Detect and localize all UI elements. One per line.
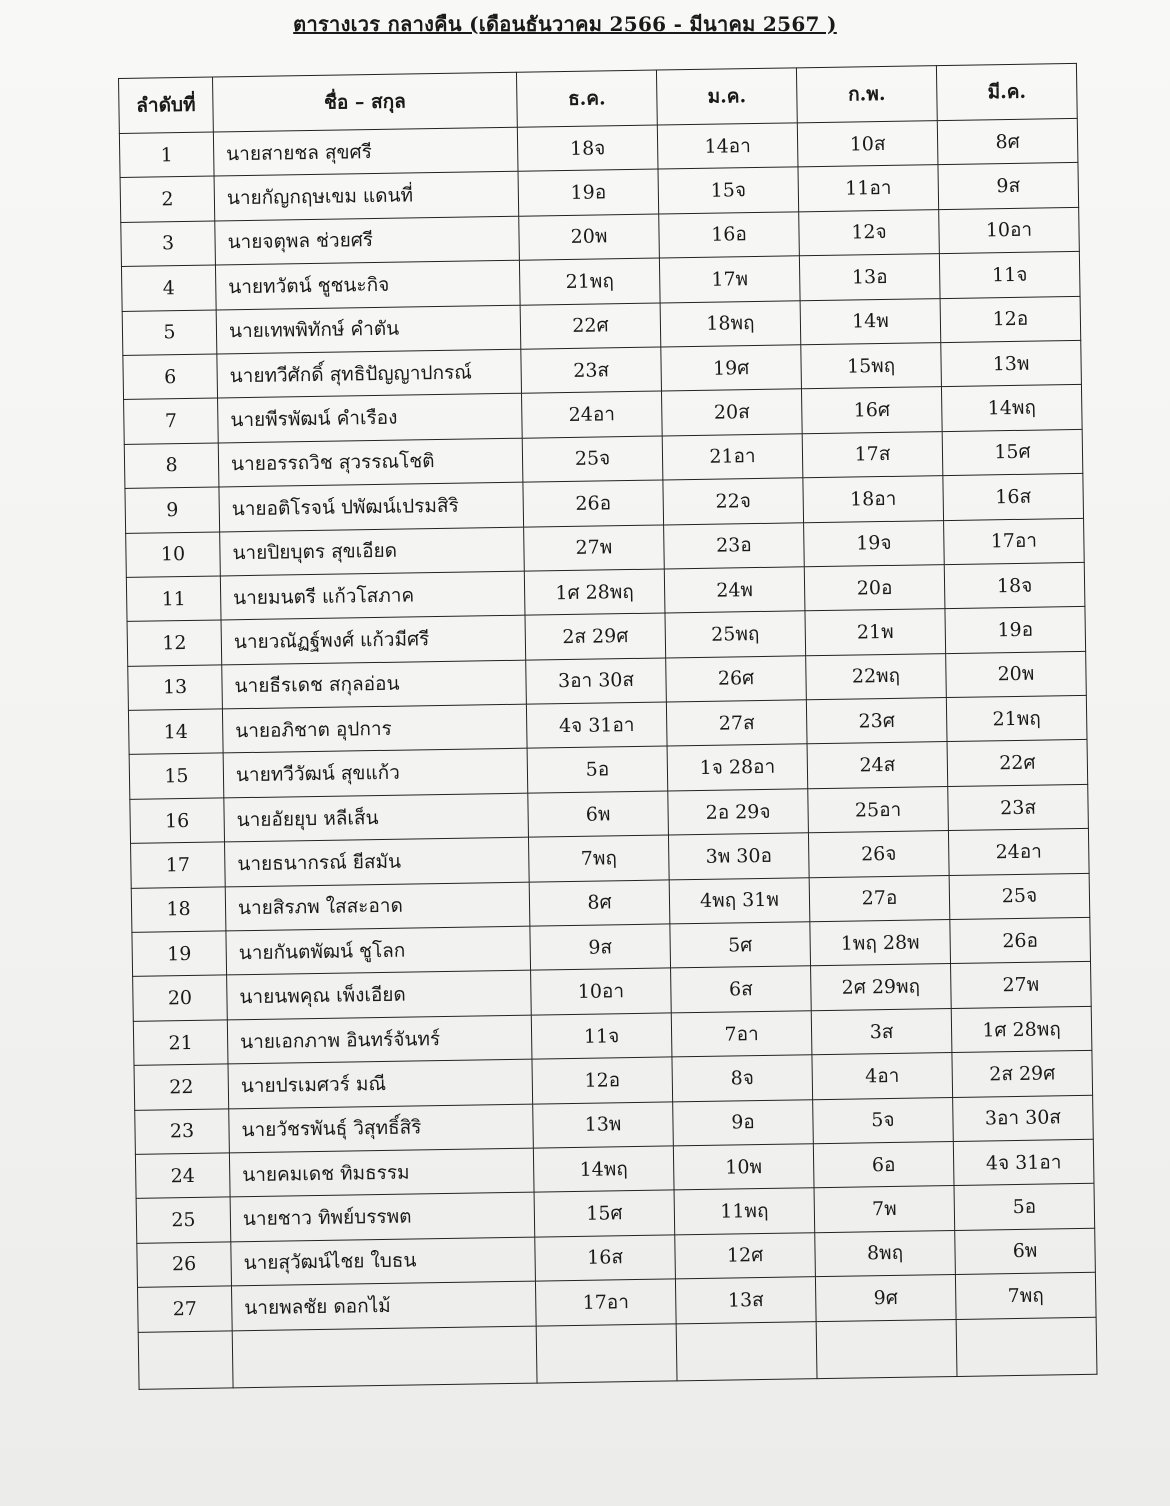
february-shift: 21พ <box>805 609 946 656</box>
december-shift: 19อ <box>518 169 659 216</box>
staff-name: นายเทพพิทักษ์ คำตัน <box>216 305 521 354</box>
staff-name: นายทวีวัฒน์ สุขแก้ว <box>223 749 528 798</box>
row-number: 13 <box>128 665 223 711</box>
february-shift: 13อ <box>799 254 940 301</box>
january-shift: 20ส <box>661 389 802 436</box>
january-shift: 4พฤ 31พ <box>669 877 810 924</box>
december-shift: 15ศ <box>534 1190 675 1237</box>
december-shift: 7พฤ <box>528 835 669 882</box>
row-number: 11 <box>126 576 221 622</box>
march-shift: 3อา 30ส <box>953 1095 1094 1142</box>
january-shift: 18พฤ <box>660 300 801 347</box>
february-shift: 6อ <box>813 1141 954 1188</box>
march-shift: 17อา <box>944 518 1085 565</box>
december-shift: 6พ <box>528 791 669 838</box>
february-shift: 26จ <box>808 831 949 878</box>
march-shift: 22ศ <box>947 740 1088 787</box>
empty-cell <box>232 1326 537 1388</box>
december-shift: 2ส 29ศ <box>525 613 666 660</box>
march-shift: 27พ <box>951 962 1092 1009</box>
march-shift: 10อา <box>939 207 1080 254</box>
row-number: 21 <box>133 1020 228 1066</box>
march-shift: 7พฤ <box>955 1272 1096 1319</box>
row-number: 27 <box>138 1286 233 1332</box>
row-number: 3 <box>121 221 216 267</box>
staff-name: นายธนากรณ์ ยีสมัน <box>225 837 530 886</box>
january-shift: 17พ <box>659 256 800 303</box>
january-shift: 26ศ <box>666 655 807 702</box>
march-shift: 20พ <box>946 651 1087 698</box>
january-shift: 21อา <box>662 434 803 481</box>
row-number: 12 <box>127 620 222 666</box>
december-shift: 14พฤ <box>533 1146 674 1193</box>
january-shift: 8จ <box>672 1055 813 1102</box>
row-number: 8 <box>124 443 219 489</box>
december-shift: 9ส <box>530 924 671 971</box>
row-number: 24 <box>135 1153 230 1199</box>
december-shift: 17อา <box>535 1279 676 1326</box>
row-number: 15 <box>129 753 224 799</box>
roster-table-wrapper <box>118 63 1096 1389</box>
december-shift: 18จ <box>517 125 658 172</box>
january-shift: 7อา <box>671 1011 812 1058</box>
roster-body <box>119 118 1097 1388</box>
february-shift: 2ศ 29พฤ <box>811 964 952 1011</box>
header-february: ก.พ. <box>796 66 937 123</box>
staff-name: นายวณัฏฐ์พงศ์ แก้วมีศรี <box>221 615 526 664</box>
staff-name: นายทวัตน์ ชูชนะกิจ <box>215 260 520 309</box>
february-shift: 24ส <box>807 742 948 789</box>
january-shift: 19ศ <box>661 345 802 392</box>
header-march: มี.ค. <box>936 63 1077 120</box>
staff-name: นายมนตรี แก้วโสภาค <box>220 571 525 620</box>
header-january: ม.ค. <box>656 68 797 125</box>
staff-name: นายปิยบุตร สุขเอียด <box>220 527 525 576</box>
january-shift: 12ศ <box>675 1232 816 1279</box>
march-shift: 26อ <box>950 917 1091 964</box>
march-shift: 21พฤ <box>946 695 1087 742</box>
march-shift: 25จ <box>949 873 1090 920</box>
february-shift: 9ศ <box>815 1275 956 1322</box>
december-shift: 22ศ <box>520 303 661 350</box>
january-shift: 10พ <box>673 1144 814 1191</box>
march-shift: 1ศ 28พฤ <box>951 1006 1092 1053</box>
march-shift: 2ส 29ศ <box>952 1051 1093 1098</box>
february-shift: 1พฤ 28พ <box>810 920 951 967</box>
page-title: ตารางเวร กลางคืน (เดือนธันวาคม 2566 - มีนาคม 2567 ) <box>293 12 837 36</box>
december-shift: 4จ 31อา <box>526 702 667 749</box>
march-shift: 4จ 31อา <box>953 1139 1094 1186</box>
march-shift: 8ศ <box>937 118 1078 165</box>
january-shift: 23อ <box>664 522 805 569</box>
march-shift: 9ส <box>938 163 1079 210</box>
december-shift: 10อา <box>531 968 672 1015</box>
staff-name: นายเอกภาพ อินทร์จันทร์ <box>227 1015 532 1064</box>
row-number: 20 <box>133 975 228 1021</box>
december-shift: 11จ <box>531 1013 672 1060</box>
december-shift: 8ศ <box>529 880 670 927</box>
march-shift: 14พฤ <box>941 385 1082 432</box>
march-shift: 24อา <box>948 829 1089 876</box>
row-number: 2 <box>120 176 215 222</box>
staff-name: นายสุวัฒน์ไชย ใบธน <box>231 1237 536 1286</box>
staff-name: นายจตุพล ช่วยศรี <box>215 216 520 265</box>
staff-name: นายทวีศักดิ์ สุทธิปัญญาปกรณ์ <box>217 349 522 398</box>
february-shift: 8พฤ <box>815 1230 956 1277</box>
december-shift: 27พ <box>524 525 665 572</box>
february-shift: 14พ <box>800 298 941 345</box>
row-number: 18 <box>131 887 226 933</box>
february-shift: 4อา <box>812 1053 953 1100</box>
february-shift: 27อ <box>809 875 950 922</box>
february-shift: 7พ <box>814 1186 955 1233</box>
march-shift: 13พ <box>941 340 1082 387</box>
january-shift: 22จ <box>663 478 804 525</box>
december-shift: 21พฤ <box>519 258 660 305</box>
december-shift: 23ส <box>521 347 662 394</box>
march-shift: 5อ <box>954 1184 1095 1231</box>
staff-name: นายนพคุณ เพ็งเอียด <box>227 971 532 1020</box>
staff-name: นายวัชรพันธุ์ วิสุทธิ์สิริ <box>229 1104 534 1153</box>
row-number: 14 <box>128 709 223 755</box>
january-shift: 24พ <box>664 567 805 614</box>
staff-name: นายอัยยุบ หลีเส็น <box>224 793 529 842</box>
row-number: 5 <box>122 310 217 356</box>
december-shift: 25จ <box>522 436 663 483</box>
march-shift: 18จ <box>944 562 1085 609</box>
header-name: ชื่อ – สกุล <box>212 72 517 132</box>
empty-cell <box>536 1323 677 1382</box>
january-shift: 2อ 29จ <box>668 789 809 836</box>
january-shift: 13ส <box>675 1277 816 1324</box>
december-shift: 3อา 30ส <box>526 658 667 705</box>
december-shift: 24อา <box>522 391 663 438</box>
staff-name: นายชาว ทิพย์บรรพต <box>230 1192 535 1241</box>
january-shift: 5ศ <box>670 922 811 969</box>
row-number: 6 <box>123 354 218 400</box>
empty-cell <box>816 1319 957 1378</box>
row-number: 16 <box>130 798 225 844</box>
december-shift: 1ศ 28พฤ <box>524 569 665 616</box>
february-shift: 19จ <box>804 520 945 567</box>
january-shift: 6ส <box>671 966 812 1013</box>
march-shift: 16ส <box>943 474 1084 521</box>
row-number: 1 <box>119 132 214 178</box>
row-number: 9 <box>125 487 220 533</box>
row-number: 17 <box>131 842 226 888</box>
staff-name: นายสิรภพ ใสสะอาด <box>225 882 530 931</box>
march-shift: 15ศ <box>942 429 1083 476</box>
february-shift: 11อา <box>798 165 939 212</box>
december-shift: 16ส <box>535 1235 676 1282</box>
staff-name: นายอภิชาต อุปการ <box>222 704 527 753</box>
february-shift: 16ศ <box>801 387 942 434</box>
staff-name: นายพลชัย ดอกไม้ <box>231 1281 536 1330</box>
december-shift: 20พ <box>519 214 660 261</box>
january-shift: 27ส <box>666 700 807 747</box>
row-number: 25 <box>136 1197 231 1243</box>
night-shift-roster-table <box>118 63 1097 1389</box>
staff-name: นายพีรพัฒน์ คำเรือง <box>218 394 523 443</box>
march-shift: 23ส <box>948 784 1089 831</box>
march-shift: 6พ <box>955 1228 1096 1275</box>
february-shift: 22พฤ <box>806 653 947 700</box>
february-shift: 12จ <box>799 209 940 256</box>
january-shift: 9อ <box>673 1099 814 1146</box>
february-shift: 10ส <box>797 121 938 168</box>
staff-name: นายสายชล สุขศรี <box>213 127 518 176</box>
february-shift: 17ส <box>802 431 943 478</box>
header-december: ธ.ค. <box>516 70 657 127</box>
march-shift: 11จ <box>939 252 1080 299</box>
january-shift: 11พฤ <box>674 1188 815 1235</box>
row-number: 26 <box>137 1242 232 1288</box>
december-shift: 12อ <box>532 1057 673 1104</box>
february-shift: 23ศ <box>806 698 947 745</box>
staff-name: นายคมเดช ทิมธรรม <box>229 1148 534 1197</box>
january-shift: 16อ <box>659 212 800 259</box>
empty-cell <box>676 1321 817 1380</box>
staff-name: นายอรรถวิช สุวรรณโชติ <box>218 438 523 487</box>
empty-cell <box>138 1330 233 1388</box>
february-shift: 5จ <box>813 1097 954 1144</box>
march-shift: 19อ <box>945 607 1086 654</box>
row-number: 22 <box>134 1064 229 1110</box>
row-number: 7 <box>124 398 219 444</box>
empty-cell <box>956 1317 1097 1376</box>
december-shift: 5อ <box>527 746 668 793</box>
staff-name: นายกันตพัฒน์ ชูโลก <box>226 926 531 975</box>
january-shift: 15จ <box>658 167 799 214</box>
february-shift: 15พฤ <box>801 343 942 390</box>
december-shift: 13พ <box>533 1102 674 1149</box>
february-shift: 25อา <box>808 786 949 833</box>
february-shift: 18อา <box>803 476 944 523</box>
row-number: 19 <box>132 931 227 977</box>
row-number: 10 <box>126 531 221 577</box>
row-number: 4 <box>121 265 216 311</box>
march-shift: 12อ <box>940 296 1081 343</box>
staff-name: นายธีรเดช สกุลอ่อน <box>222 660 527 709</box>
row-number: 23 <box>135 1108 230 1154</box>
staff-name: นายกัญกฤษเขม แดนที่ <box>214 172 519 221</box>
january-shift: 14อา <box>657 123 798 170</box>
staff-name: นายอติโรจน์ ปพัฒน์เปรมสิริ <box>219 482 524 531</box>
january-shift: 25พฤ <box>665 611 806 658</box>
february-shift: 20อ <box>804 564 945 611</box>
january-shift: 3พ 30อ <box>668 833 809 880</box>
staff-name: นายปรเมศวร์ มณี <box>228 1059 533 1108</box>
february-shift: 3ส <box>811 1008 952 1055</box>
header-order: ลำดับที่ <box>119 77 214 133</box>
january-shift: 1จ 28อา <box>667 744 808 791</box>
december-shift: 26อ <box>523 480 664 527</box>
